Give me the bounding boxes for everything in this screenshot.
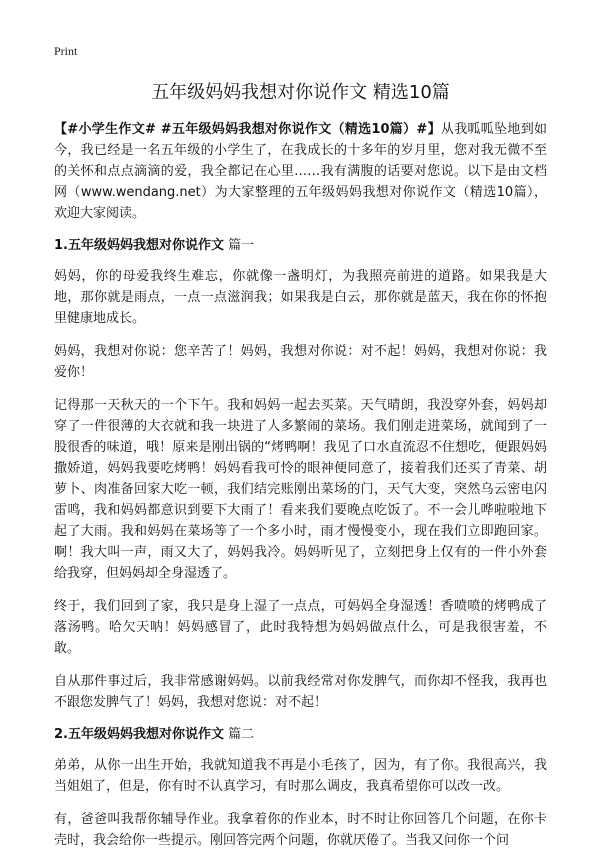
print-link[interactable]: Print: [54, 44, 78, 58]
intro-paragraph: [54, 119, 547, 224]
intro-text: 从我呱呱坠地到如今，我已经是一名五年级的小学生了，在我成长的十多年的岁月里，您对我无微不至的关怀和点点滴滴的爱，我全都记在心里……我有满腹的话要对您说。以下是由文档网（www.wendang.net）为大家整理的五年级妈妈我想对你说作文（精选10篇），欢迎大家阅读。: [54, 122, 547, 221]
section-2-paragraph: 弟弟，从你一出生开始，我就知道我不再是小毛孩了，因为，有了你。我很高兴，我当姐姐了，但是，你有时不认真学习，有时那么调皮，我真希望你可以改一改。: [54, 758, 547, 794]
section-1-paragraph: 记得那一天秋天的一个下午。我和妈妈一起去买菜。天气晴朗，我没穿外套，妈妈却穿了一件很薄的大衣就和我一块进了人多繁闹的菜场。我们刚走进菜场，就闻到了一股很香的味道，哦！原来是刚出锅的“烤鸭啊！我见了口水直流忍不住想吃，便跟妈妈撒娇道，妈妈我要吃烤鸭！妈妈看我可怜的眼神便同意了，接着我们还买了青菜、胡萝卜、肉准备回家大吃一顿，我们结完账刚出菜场的门，天气大变，突然乌云密电闪雷鸣，我和妈妈都意识到要下大雨了！看来我们要晚点吃饭了。不一会儿哗啦啦地下起了大雨。我和妈妈在菜场等了一个多小时，雨才慢慢变小，现在我们立即跑回家。啊！我大叫一声，雨又大了，妈妈我冷。妈妈听见了，立刻把身上仅有的一件小外套给我穿，但妈妈却全身湿透了。: [54, 398, 547, 581]
section-2-paragraph: 有，爸爸叫我帮你辅导作业。我拿着你的作业本，时不时让你回答几个问题，在你卡壳时，我会给你一些提示。刚回答完两个问题，你就厌倦了。当我又问你一个问: [54, 812, 547, 848]
section-2-heading: 2.五年级妈妈我想对你说作文 篇二: [54, 727, 255, 742]
section-1-paragraph: 终于，我们回到了家，我只是身上湿了一点点，可妈妈全身湿透！香喷喷的烤鸭成了落汤鸭。哈欠天呐！妈妈感冒了，此时我特想为妈妈做点什么，可是我很害羞，不敢。: [54, 599, 547, 656]
section-1-paragraph: 妈妈，我想对你说：您辛苦了！妈妈，我想对你说：对不起！妈妈，我想对你说：我爱你！: [54, 344, 547, 380]
intro-tags: 【#小学生作文# #五年级妈妈我想对你说作文（精选10篇）#】: [54, 122, 441, 137]
page-title: 五年级妈妈我想对你说作文 精选10篇: [151, 82, 450, 103]
section-1-paragraph: 妈妈，你的母爱我终生难忘，你就像一盏明灯，为我照亮前进的道路。如果我是大地，那你就是雨点，一点一点滋润我；如果我是白云，那你就是蓝天，我在你的怀抱里健康地成长。: [54, 269, 547, 326]
section-1-heading: 1.五年级妈妈我想对你说作文 篇一: [54, 238, 255, 253]
section-1-paragraph: 自从那件事过后，我非常感谢妈妈。以前我经常对你发脾气，而你却不怪我，我再也不跟您发脾气了！妈妈，我想对您说：对不起！: [54, 674, 547, 710]
